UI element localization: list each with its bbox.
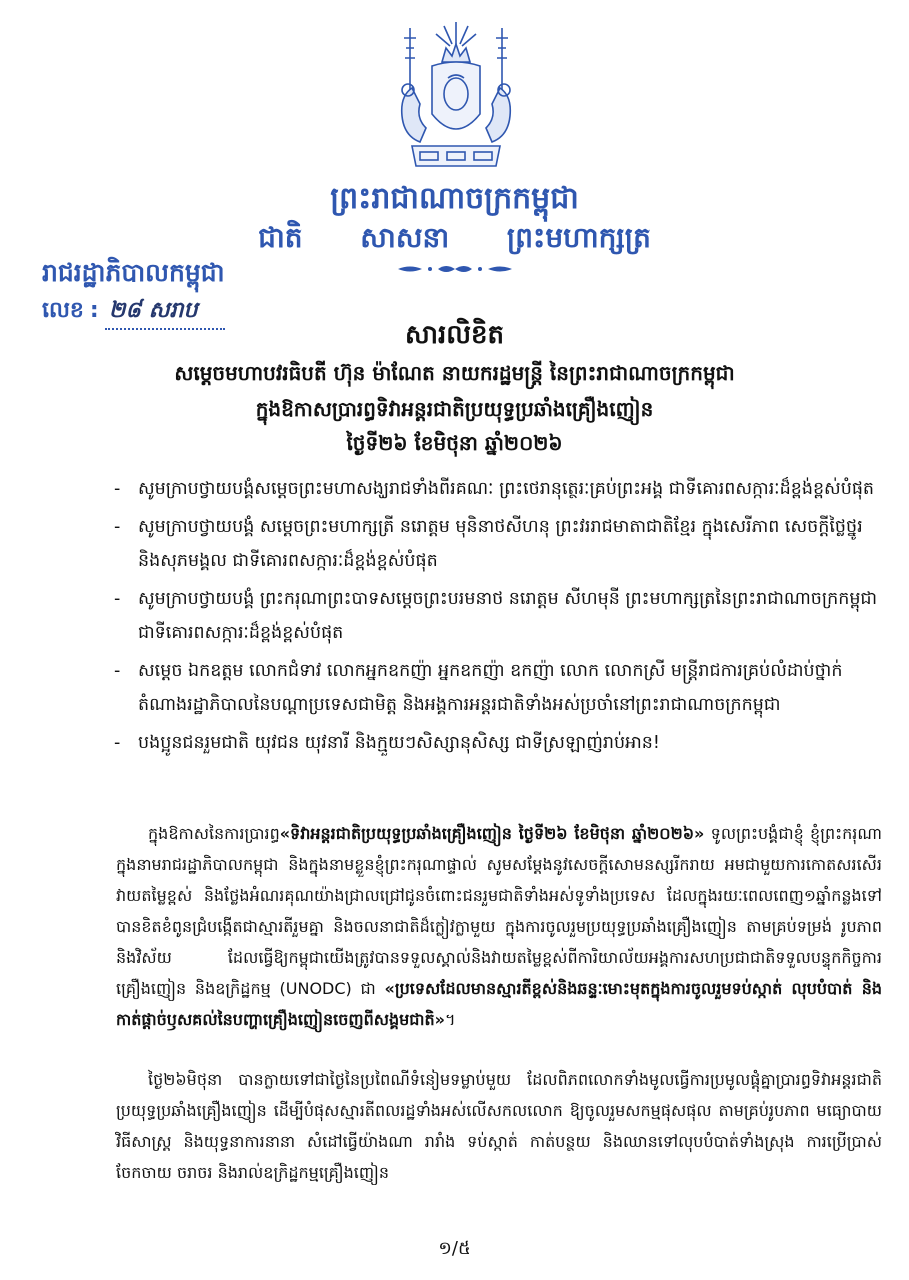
kingdom-name: ព្រះរាជាណាចក្រកម្ពុជា — [330, 181, 579, 216]
subtitle-sender: សម្តេចមហាបវរធិបតី ហ៊ុន ម៉ាណែត នាយករដ្ឋមន្ត្រី នៃព្រះរាជាណាចក្រកម្ពុជា — [174, 361, 735, 385]
unodc-quote: «ប្រទេសដែលមានស្មារតីខ្ពស់និងឆន្ទៈមោះមុតក្នុងការចូលរួមទប់ស្កាត់ លុបបំបាត់ និងកាត់ផ្តាច់ឫសគល់នៃបញ្ហាគ្រឿងញៀនចេញពីសង្គមជាតិ» — [116, 979, 883, 1029]
subtitle-occasion: ក្នុងឱកាសប្រារព្ធទិវាអន្តរជាតិប្រយុទ្ធប្រឆាំងគ្រឿងញៀន — [255, 397, 654, 421]
page-number: ១/៥ — [438, 1238, 471, 1259]
motto-religion: សាសនា — [360, 221, 450, 254]
number-label: លេខ — [42, 298, 84, 323]
document-number: លេខ : ២៨ សរាប — [42, 296, 225, 330]
decorative-divider-icon — [396, 262, 514, 276]
national-motto — [0, 222, 909, 254]
motto-nation: ជាតិ — [258, 221, 303, 254]
motto-king: ព្រះមហាក្សត្រ — [506, 221, 651, 254]
salutation-item: - សូមក្រាបថ្វាយបង្គំ សម្តេចព្រះមហាក្សត្រី នរោត្តម មុនិនាថសីហនុ ព្រះវររាជមាតាជាតិខ្មែរ ក្នុងសេរីភាព សេចក្តីថ្លៃថ្នូរ និងសុភមង្គល ជាទីគោរពសក្ការៈដ៏ខ្ពង់ខ្ពស់បំផុត — [114, 517, 863, 571]
issuing-government: រាជរដ្ឋាភិបាលកម្ពុជា — [42, 258, 225, 287]
body-paragraph-1: ក្នុងឱកាសនៃការប្រារព្ធ«ទិវាអន្តរជាតិប្រយុទ្ធប្រឆាំងគ្រឿងញៀន ថ្ងៃទី២៦ ខែមិថុនា ឆ្នាំ២០២៦» ទូលព្រះបង្គំជាខ្ញុំ ខ្ញុំព្រះករុណា ក្នុងនាមរាជរដ្ឋាភិបាលកម្ពុជា និងក្នុងនាមខ្លួនខ្ញុំព្រះករុណាផ្ទាល់ សូមសម្តែងនូវសេចក្តីសោមនស្សរីករាយ អមជាមួយការកោតសរសើរវាយតម្លៃខ្ពស់ និងថ្លែងអំណរគុណយ៉ាងជ្រាលជ្រៅជូនចំពោះជនរួមជាតិទាំងអស់ទូទាំងប្រទេស ដែលក្នុងរយៈពេលពេញ១ឆ្នាំកន្លងទៅ បានខិតខំពូនជ្រំបង្កើតជាស្មារតីរួមគ្នា និងចលនាជាតិដ៏ក្លៀវក្លាមួយ ក្នុងការចូលរួមប្រយុទ្ធប្រឆាំងគ្រឿងញៀន តាមគ្រប់ទម្រង់ រូបភាព និងវិស័យ ដែលធ្វើឱ្យកម្ពុជាយើងត្រូវបានទទួលស្គាល់និងវាយតម្លៃខ្ពស់ពីការិយាល័យអង្គការសហប្រជាជាតិទទួលបន្ទុកកិច្ចការគ្រឿងញៀន និងឧក្រិដ្ឋកម្ម (UNODC) ជា «ប្រទេសដែលមានស្មារតីខ្ពស់និងឆន្ទៈមោះមុតក្នុងការចូលរួមទប់ស្កាត់ លុបបំបាត់ និងកាត់ផ្តាច់ឫសគល់នៃបញ្ហាគ្រឿងញៀនចេញពីសង្គមជាតិ»។ — [116, 824, 883, 1029]
document-title: សារលិខិត — [404, 320, 505, 350]
salutation-item: - សូមក្រាបថ្វាយបង្គំសម្តេចព្រះមហាសង្ឃរាជទាំងពីរគណៈ ព្រះថេរានុត្ថេរៈគ្រប់ព្រះអង្គ ជាទីគោរពសក្ការៈដ៏ខ្ពង់ខ្ពស់បំផុត — [114, 479, 875, 499]
number-value: ២៨ សរាប — [105, 296, 225, 330]
salutation-item: - សូមក្រាបថ្វាយបង្គំ ព្រះករុណាព្រះបាទសម្តេចព្រះបរមនាថ នរោត្តម សីហមុនី ព្រះមហាក្សត្រនៃព្រះរាជាណាចក្រកម្ពុជា ជាទីគោរពសក្ការៈដ៏ខ្ពង់ខ្ពស់បំផុត — [114, 589, 878, 643]
salutation-item: - សម្តេច ឯកឧត្តម លោកជំទាវ លោកអ្នកឧកញ៉ា អ្នកឧកញ៉ា ឧកញ៉ា លោក លោកស្រី មន្ត្រីរាជការគ្រប់លំដាប់ថ្នាក់ តំណាងរដ្ឋាភិបាលនៃបណ្តាប្រទេសជាមិត្ត និងអង្គការអន្តរជាតិទាំងអស់ប្រចាំនៅព្រះរាជាណាចក្រកម្ពុជា — [114, 661, 843, 715]
body-paragraph-2: ថ្ងៃ២៦មិថុនា បានក្លាយទៅជាថ្ងៃនៃប្រពៃណីទំនៀមទម្លាប់មួយ ដែលពិភពលោកទាំងមូលធ្វើការប្រមូលផ្តុំគ្នាប្រារព្ធទិវាអន្តរជាតិប្រយុទ្ធប្រឆាំងគ្រឿងញៀន ដើម្បីបំផុសស្មារតីពលរដ្ឋទាំងអស់លើសកលលោក ឱ្យចូលរួមសកម្មផុសផុល តាមគ្រប់រូបភាព មធ្យោបាយ វិធីសាស្ត្រ និងយុទ្ធនាការនានា សំដៅធ្វើយ៉ាងណា រារាំង ទប់ស្កាត់ កាត់បន្ថយ និងឈានទៅលុបបំបាត់ទាំងស្រុង ការប្រើប្រាស់ ចែកចាយ ចរាចរ និងរាល់ឧក្រិដ្ឋកម្មគ្រឿងញៀន — [116, 1070, 882, 1182]
subtitle-date: ថ្ងៃទី២៦ ខែមិថុនា ឆ្នាំ២០២៦ — [346, 431, 563, 455]
day-name-quote: «ទិវាអន្តរជាតិប្រយុទ្ធប្រឆាំងគ្រឿងញៀន ថ្ងៃទី២៦ ខែមិថុនា ឆ្នាំ២០២៦» — [279, 824, 705, 843]
salutation-list — [112, 472, 882, 764]
salutation-item: - បងប្អូនជនរួមជាតិ យុវជន យុវនារី និងក្មួយៗសិស្សានុសិស្ស ជាទីស្រឡាញ់រាប់អាន! — [114, 733, 660, 753]
royal-coat-of-arms-icon — [386, 18, 526, 178]
